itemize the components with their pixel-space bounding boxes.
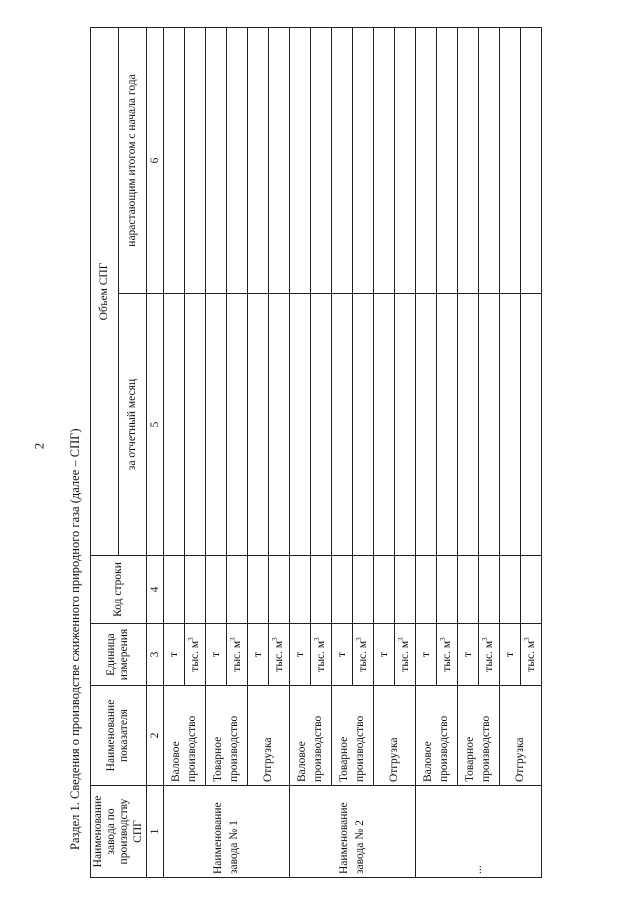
header-reporting-month: за отчетный месяц (118, 294, 146, 556)
header-row-code: Код строки (91, 556, 147, 624)
month-value-cell[interactable] (478, 294, 499, 556)
column-number: 6 (146, 27, 163, 293)
row-code-cell[interactable] (415, 556, 436, 624)
unit-cell: тыс. $м^3$ (352, 624, 373, 686)
unit-cell: тыс. $м^3$ (394, 624, 415, 686)
table-row (289, 27, 310, 877)
row-code-cell[interactable] (457, 556, 478, 624)
ytd-value-cell[interactable] (352, 27, 373, 293)
ytd-value-cell[interactable] (205, 27, 226, 293)
table-row (457, 27, 478, 877)
plant-name-cell: Наименование завода № 1 (163, 786, 289, 878)
page-number: 2 (31, 442, 47, 450)
indicator-cell: Валовое производство (163, 686, 205, 786)
unit-cell: т (331, 624, 352, 686)
unit-cell: т (499, 624, 520, 686)
plant-name-cell: Наименование завода № 2 (289, 786, 415, 878)
month-value-cell[interactable] (163, 294, 184, 556)
unit-cell: тыс. $м^3$ (310, 624, 331, 686)
spg-production-table (90, 27, 542, 878)
unit-cell: т (163, 624, 184, 686)
row-code-cell[interactable] (247, 556, 268, 624)
column-numbers-row (146, 27, 163, 877)
unit-cell: т (205, 624, 226, 686)
month-value-cell[interactable] (184, 294, 205, 556)
ytd-value-cell[interactable] (415, 27, 436, 293)
ytd-value-cell[interactable] (310, 27, 331, 293)
row-code-cell[interactable] (436, 556, 457, 624)
unit-cell: т (457, 624, 478, 686)
unit-cell: т (373, 624, 394, 686)
plant-name-cell: ... (415, 786, 541, 878)
header-indicator-name: Наименование показателя (91, 686, 147, 786)
month-value-cell[interactable] (415, 294, 436, 556)
row-code-cell[interactable] (478, 556, 499, 624)
table-row (499, 27, 520, 877)
unit-cell: тыс. $м^3$ (184, 624, 205, 686)
ytd-value-cell[interactable] (226, 27, 247, 293)
ytd-value-cell[interactable] (394, 27, 415, 293)
column-number: 4 (146, 556, 163, 624)
unit-cell: т (247, 624, 268, 686)
unit-cell: тыс. $м^3$ (268, 624, 289, 686)
ytd-value-cell[interactable] (289, 27, 310, 293)
row-code-cell[interactable] (310, 556, 331, 624)
unit-cell: тыс. $м^3$ (478, 624, 499, 686)
ytd-value-cell[interactable] (436, 27, 457, 293)
indicator-cell: Валовое производство (415, 686, 457, 786)
ytd-value-cell[interactable] (184, 27, 205, 293)
month-value-cell[interactable] (247, 294, 268, 556)
month-value-cell[interactable] (331, 294, 352, 556)
unit-cell: тыс. $м^3$ (520, 624, 541, 686)
ytd-value-cell[interactable] (268, 27, 289, 293)
ytd-value-cell[interactable] (331, 27, 352, 293)
indicator-cell: Отгрузка (499, 686, 541, 786)
header-plant-name: Наименование завода по производству СПГ (91, 786, 147, 878)
indicator-cell: Валовое производство (289, 686, 331, 786)
column-number: 3 (146, 624, 163, 686)
unit-cell: тыс. $м^3$ (226, 624, 247, 686)
column-number: 2 (146, 686, 163, 786)
month-value-cell[interactable] (457, 294, 478, 556)
row-code-cell[interactable] (331, 556, 352, 624)
row-code-cell[interactable] (373, 556, 394, 624)
row-code-cell[interactable] (352, 556, 373, 624)
table-row (205, 27, 226, 877)
table-row (163, 27, 184, 877)
month-value-cell[interactable] (289, 294, 310, 556)
month-value-cell[interactable] (436, 294, 457, 556)
unit-cell: т (289, 624, 310, 686)
section-title: Раздел 1. Сведения о производстве сжиженного природного газа (далее – СПГ) (68, 428, 82, 850)
indicator-cell: Товарное производство (331, 686, 373, 786)
header-unit: Единица измерения (91, 624, 147, 686)
month-value-cell[interactable] (226, 294, 247, 556)
row-code-cell[interactable] (289, 556, 310, 624)
month-value-cell[interactable] (205, 294, 226, 556)
header-year-to-date: нарастающим итогом с начала года (118, 27, 146, 293)
header-spg-volume: Объем СПГ (91, 27, 119, 555)
row-code-cell[interactable] (394, 556, 415, 624)
row-code-cell[interactable] (163, 556, 184, 624)
row-code-cell[interactable] (520, 556, 541, 624)
ytd-value-cell[interactable] (457, 27, 478, 293)
month-value-cell[interactable] (352, 294, 373, 556)
row-code-cell[interactable] (226, 556, 247, 624)
ytd-value-cell[interactable] (373, 27, 394, 293)
table-row (415, 27, 436, 877)
month-value-cell[interactable] (268, 294, 289, 556)
column-number: 5 (146, 294, 163, 556)
ytd-value-cell[interactable] (499, 27, 520, 293)
month-value-cell[interactable] (520, 294, 541, 556)
column-number: 1 (146, 786, 163, 878)
indicator-cell: Отгрузка (373, 686, 415, 786)
row-code-cell[interactable] (184, 556, 205, 624)
table-row (331, 27, 352, 877)
ytd-value-cell[interactable] (520, 27, 541, 293)
table-row (247, 27, 268, 877)
rotated-page-content (60, 28, 620, 878)
ytd-value-cell[interactable] (478, 27, 499, 293)
indicator-cell: Товарное производство (457, 686, 499, 786)
row-code-cell[interactable] (499, 556, 520, 624)
unit-cell: т (415, 624, 436, 686)
ytd-value-cell[interactable] (247, 27, 268, 293)
indicator-cell: Товарное производство (205, 686, 247, 786)
month-value-cell[interactable] (310, 294, 331, 556)
row-code-cell[interactable] (268, 556, 289, 624)
indicator-cell: Отгрузка (247, 686, 289, 786)
month-value-cell[interactable] (373, 294, 394, 556)
month-value-cell[interactable] (394, 294, 415, 556)
table-row (373, 27, 394, 877)
month-value-cell[interactable] (499, 294, 520, 556)
unit-cell: тыс. $м^3$ (436, 624, 457, 686)
ytd-value-cell[interactable] (163, 27, 184, 293)
row-code-cell[interactable] (205, 556, 226, 624)
